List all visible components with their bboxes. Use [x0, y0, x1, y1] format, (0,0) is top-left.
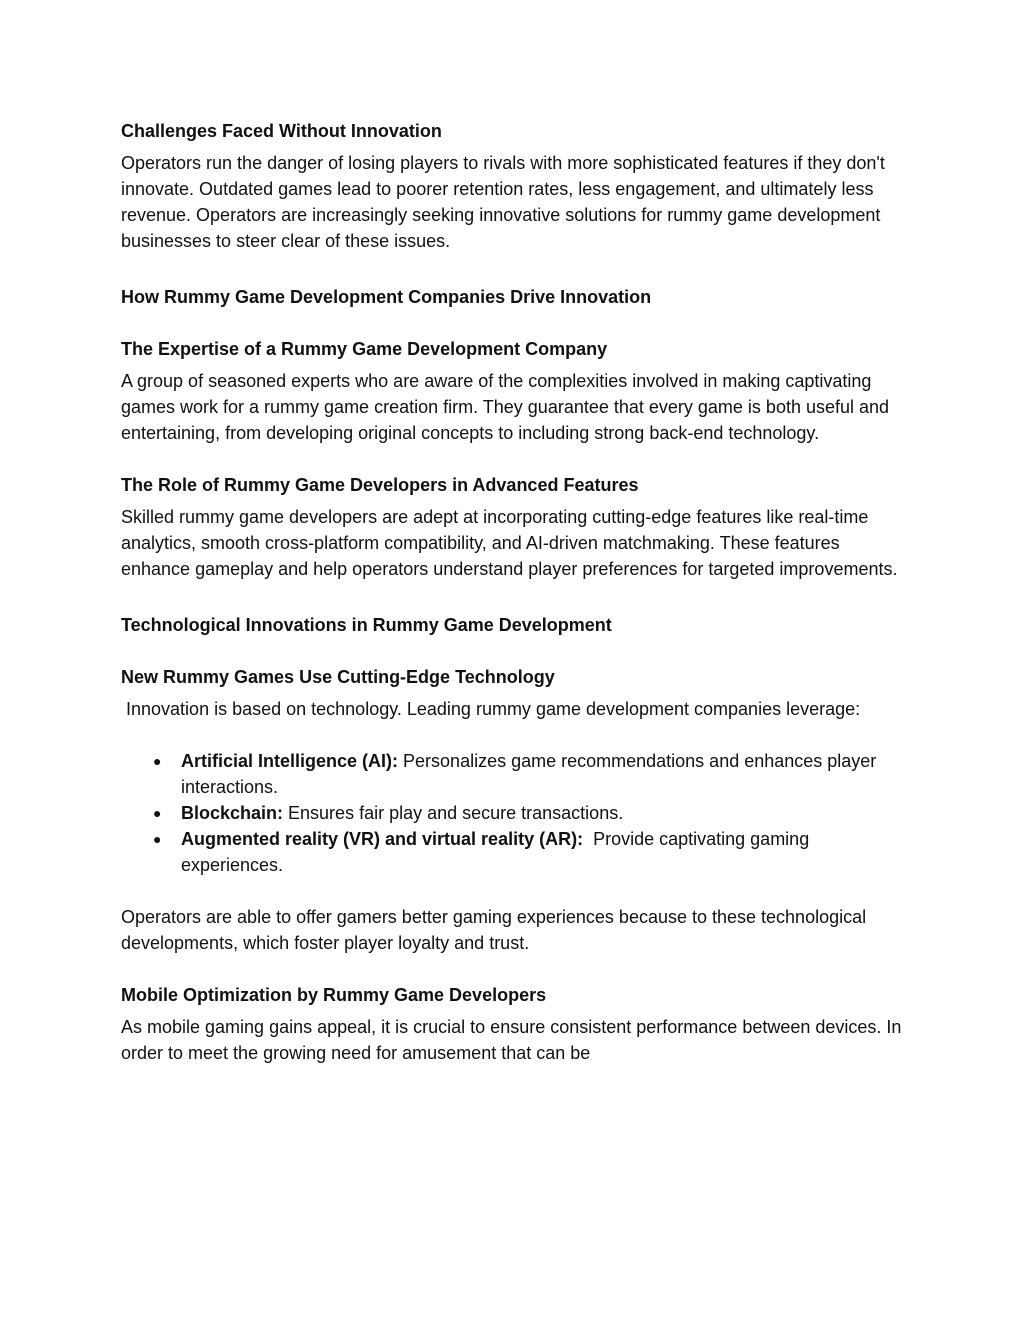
heading-expertise: The Expertise of a Rummy Game Development Company — [121, 339, 608, 359]
paragraph-expertise: A group of seasoned experts who are aware of the complexities involved in making captivating games work for a rummy game creation firm. They guarantee that every game is both useful and entertaining, from developing original concepts to including strong back-end technology. — [121, 371, 890, 443]
heading-challenges: Challenges Faced Without Innovation — [121, 121, 442, 141]
bullet-term: Blockchain: — [181, 803, 284, 823]
bullet-icon: ● — [153, 753, 162, 769]
bullet-icon: ● — [153, 831, 162, 847]
paragraph-mobile-optimization: As mobile gaming gains appeal, it is crucial to ensure consistent performance between devices. In order to meet the growing need for amusement that can be — [121, 1017, 902, 1063]
paragraph-challenges: Operators run the danger of losing players to rivals with more sophisticated features if they don't innovate. Outdated games lead to poorer retention rates, less engagement, and ultimately less revenue. Operators are increasingly seeking innovative solutions for rummy game development businesses to steer clear of these issues. — [121, 153, 885, 251]
list-item — [121, 800, 911, 826]
technology-bullet-list — [121, 748, 911, 878]
heading-tech-innovations: Technological Innovations in Rummy Game Development — [121, 615, 612, 635]
paragraph-tech-benefits: Operators are able to offer gamers better gaming experiences because to these technological developments, which foster player loyalty and trust. — [121, 907, 867, 953]
bullet-icon: ● — [153, 805, 162, 821]
heading-drive-innovation: How Rummy Game Development Companies Drive Innovation — [121, 287, 652, 307]
paragraph-cutting-edge: Innovation is based on technology. Leading rummy game development companies leverage: — [121, 699, 861, 719]
list-item — [121, 826, 911, 878]
heading-role-developers: The Role of Rummy Game Developers in Advanced Features — [121, 475, 639, 495]
document-page — [121, 118, 911, 1066]
bullet-term: Artificial Intelligence (AI): — [181, 751, 399, 771]
bullet-text: Ensures fair play and secure transactions. — [283, 803, 624, 823]
bullet-term: Augmented reality (VR) and virtual reality (AR): — [181, 829, 584, 849]
paragraph-role-developers: Skilled rummy game developers are adept at incorporating cutting-edge features like real-time analytics, smooth cross-platform compatibility, and AI-driven matchmaking. These features enhance gameplay and help operators understand player preferences for targeted improvements. — [121, 507, 898, 579]
list-item — [121, 748, 911, 800]
bullet-text: Personalizes game recommendations and enhances player interactions. — [181, 751, 877, 797]
bullet-text: Provide captivating gaming experiences. — [181, 829, 815, 875]
heading-mobile-optimization: Mobile Optimization by Rummy Game Developers — [121, 985, 547, 1005]
heading-cutting-edge: New Rummy Games Use Cutting-Edge Technology — [121, 667, 555, 687]
